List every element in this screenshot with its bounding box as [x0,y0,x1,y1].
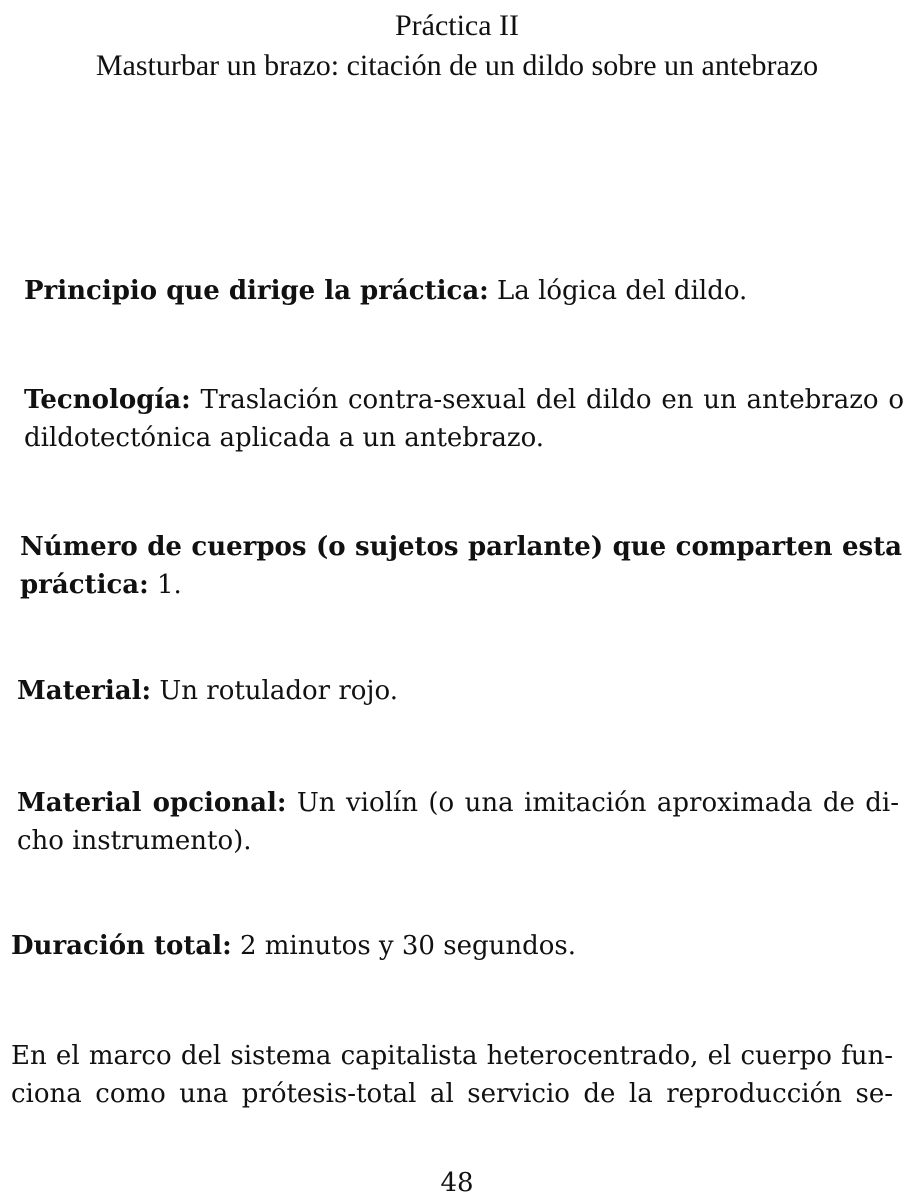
material-opcional-label: Material opcional: [17,788,287,818]
tecnologia-item [24,381,904,457]
material-item [17,672,398,710]
numero-line2 [20,566,902,604]
tecnologia-line1 [24,381,904,419]
material-opcional-item [17,784,899,860]
tecnologia-line2: dildotectónica aplicada a un antebrazo. [24,423,545,453]
principio-text: La lógica del dildo. [497,276,748,306]
duracion-item [11,927,576,965]
principio-item [24,272,747,310]
numero-label: Número de cuerpos (o sujetos parlante) que comparten esta [20,532,902,562]
material-opcional-line2: cho instrumento). [17,826,252,856]
tecnologia-text: Traslación contra-sexual del dildo en un antebrazo o [200,385,904,415]
numero-text: 1. [156,570,182,600]
duracion-text: 2 minutos y 30 segundos. [239,931,576,961]
page-title: Práctica II [394,9,520,42]
numero-label-end: práctica: [20,570,149,600]
body-paragraph [11,1037,893,1113]
material-opcional-text: Un violín (o una imitación aproximada de di- [296,788,900,818]
body-line2: ciona como una prótesis-total al servicio de la reproducción se- [11,1079,893,1109]
material-opcional-line1 [17,784,899,822]
page-number: 48 [440,1168,474,1198]
material-label: Material: [17,676,152,706]
page-subtitle: Masturbar un brazo: citación de un dildo sobre un antebrazo [95,49,819,82]
material-text: Un rotulador rojo. [159,676,398,706]
tecnologia-label: Tecnología: [24,385,191,415]
body-line1: En el marco del sistema capitalista heterocentrado, el cuerpo fun- [11,1041,893,1071]
duracion-label: Duración total: [11,931,232,961]
principio-label: Principio que dirige la práctica: [24,276,489,306]
numero-item [20,528,902,604]
